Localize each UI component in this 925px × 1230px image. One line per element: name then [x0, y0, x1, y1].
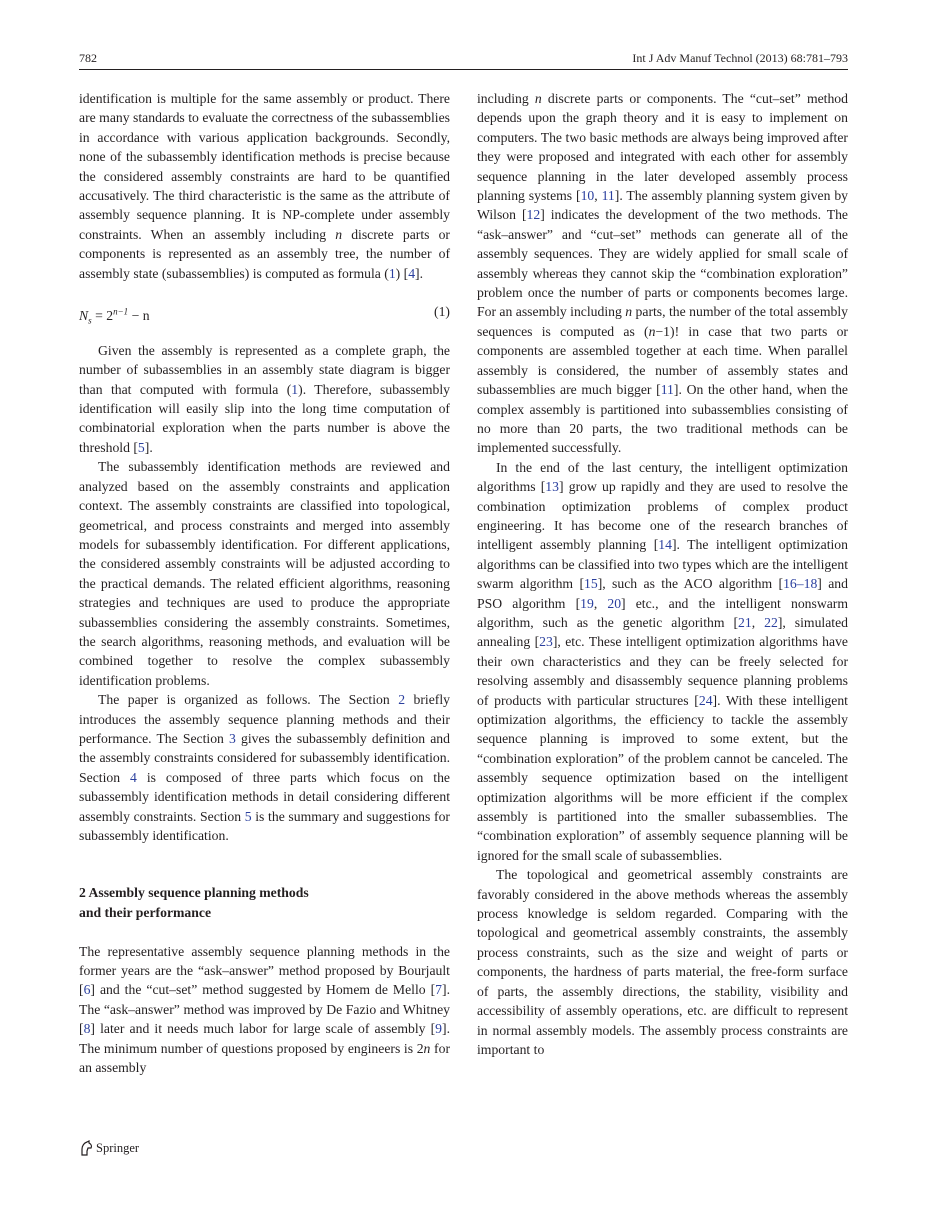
paragraph: In the end of the last century, the intelligent optimization algorithms [13] grow up rapidly and they are used to resolve the combination optimization problems of complex product engineering. It has become one of the research branches of intelligent assembly planning [14]. The intelligent optimization algorithms can be classified into two types which are the intelligent swarm algorithm [15], such as the ACO algorithm [16–18] and PSO algorithm [19, 20] etc., and the intelligent nonswarm algorithm, such as the genetic algorithm [21, 22], simulated annealing [23], etc. These intelligent optimization algorithms have their own characteristics and they can be freely selected for resolving assembly and disassembly sequence planning problems of products with particular structures [24]. With these intelligent optimization algorithms, the efficiency to tackle the assembly sequence planning is improved to some extent, but the “combination exploration” of the problem cannot be canceled. The assembly sequence optimization based on the intelligent optimization algorithms will be more efficient if the complex assembly is partitioned into the smaller subassemblies. The “combination exploration” of assembly sequence planning will be ignored for the small scale of subassemblies.	[477, 459, 849, 863]
paragraph: including n discrete parts or components. The “cut–set” method depends upon the graph theory and it is easy to implement on computers. The two basic methods are always being improved after they were proposed and integrated with each other for assembly sequence planning in the later developed assembly process planning systems [10, 11]. The assembly planning system given by Wilson [12] indicates the development of the two methods. The “ask–answer” and “cut–set” methods can generate all of the assembly sequences. They are widely applied for small scale of assembly whereas they cannot skip the “combination exploration” problem once the number of parts or components becomes large. For an assembly including n parts, the number of the total assembly sequences is computed as (n−1)! in case that two parts or components are assembled together at each time. When parallel assembly is considered, the number of assembly states and subassemblies are much bigger [11]. On the other hand, when the complex assembly is partitioned into subassemblies consisting of no more than 20 parts, the two traditional methods can be implemented successfully.	[477, 91, 849, 456]
right-column	[477, 89, 848, 1059]
publisher-name: Springer	[96, 1140, 140, 1155]
section-link[interactable]: 3	[229, 730, 236, 746]
paragraph: The topological and geometrical assembly constraints are favorably considered in the above methods whereas the assembly process knowledge is seldom regarded. Comparing with the topological and geometrical assembly constraints, the assembly process constraints, such as the size and weight of parts or components, the hardness of parts material, the free-form surface of parts, the assembly directions, the stability, visibility and accessibility of assembly operations, etc. are difficult to represent in normal assembly models. The assembly process constraints are important to	[477, 867, 848, 1057]
citation-link[interactable]: 23	[539, 634, 553, 650]
section-link[interactable]: 5	[244, 808, 252, 824]
journal-citation: Int J Adv Manuf Technol (2013) 68:781–793	[632, 51, 848, 65]
paragraph: The subassembly identification methods are reviewed and analyzed based on the assembly constraints and application context. The assembly constraints are classified into topological, geometrical, and process constraints and merged into assembly models for subassembly identification. For different applications, the considered assembly constraints will be adjusted according to the practical demands. The related efficient algorithms, reasoning strategies and techniques are used to produce the appropriate subassemblies considering the assembly constraints. Sometimes, the search algorithms, reasoning methods, and evaluation will be combined together to resolve the complex subassembly identification problems.	[79, 459, 450, 688]
citation-link[interactable]: 12	[526, 207, 541, 223]
paragraph: identification is multiple for the same assembly or product. There are many standards to evaluate the correctness of the subassemblies in accordance with various application backgrounds. Secondly, none of the subassembly identification methods is precise because the considered assembly constraints are hard to be quantified accusatively. The third characteristic is the same as the attribute of assembly sequence planning. It is NP-complete under assembly constraints. When an assembly including n discrete parts or components is represented as an assembly tree, the number of assembly state (subassemblies) is computed as formula (1) [4].	[79, 91, 450, 281]
citation-link[interactable]: 22	[764, 614, 778, 630]
publisher-footer	[79, 1140, 139, 1156]
citation-link[interactable]: 8	[83, 1021, 91, 1037]
citation-link[interactable]: 5	[137, 439, 145, 455]
citation-link[interactable]: 11	[601, 188, 615, 204]
citation-link[interactable]: 13	[545, 479, 559, 495]
page-number: 782	[79, 51, 97, 65]
equation-1: $N_s = 2^{n-1} - n$ (1)	[79, 304, 450, 326]
citation-link[interactable]: 7	[435, 982, 443, 998]
equation-number: (1)	[434, 304, 450, 320]
citation-link[interactable]: 10	[580, 188, 595, 204]
equation-link[interactable]: 1	[388, 265, 396, 281]
citation-link[interactable]: 15	[584, 576, 598, 592]
springer-horse-icon	[79, 1140, 93, 1156]
citation-link[interactable]: 24	[698, 692, 713, 708]
equation-link[interactable]: 1	[291, 381, 299, 397]
citation-link[interactable]: 11	[660, 382, 674, 398]
header-rule	[79, 69, 848, 70]
section-link[interactable]: 4	[130, 769, 137, 785]
running-header	[79, 49, 848, 67]
left-column	[79, 89, 450, 1077]
paragraph: The paper is organized as follows. The Section 2 briefly introduces the assembly sequence planning methods and their performance. The Section 3 gives the subassembly definition and the assembly constraints considered for subassembly identification. Section 4 is composed of three parts which focus on the subassembly identification methods in detail considering different assembly constraints. Section 5 is the summary and suggestions for subassembly identification.	[79, 692, 450, 843]
citation-link[interactable]: 19	[580, 595, 594, 611]
citation-link[interactable]: 9	[435, 1021, 443, 1037]
citation-link[interactable]: 16–18	[783, 576, 818, 592]
citation-link[interactable]: 6	[83, 982, 91, 998]
citation-link[interactable]: 21	[738, 614, 752, 630]
paragraph: The representative assembly sequence planning methods in the former years are the “ask–answer” method proposed by Bourjault [6] and the “cut–set” method suggested by Homem de Mello [7]. The “ask–answer” method was improved by De Fazio and Whitney [8] later and it needs much labor for large scale of assembly [9]. The minimum number of questions proposed by engineers is 2n for an assembly	[79, 943, 450, 1076]
citation-link[interactable]: 14	[658, 537, 672, 553]
section-link[interactable]: 2	[398, 692, 406, 708]
citation-link[interactable]: 4	[408, 265, 416, 281]
citation-link[interactable]: 20	[607, 595, 622, 611]
paragraph: Given the assembly is represented as a complete graph, the number of subassemblies in an assembly state diagram is bigger than that computed with formula (1). Therefore, subassembly identification will easily slip into the long time computation of combinatorial exploration when the parts number is above the threshold [5].	[79, 342, 450, 455]
section-heading: 2 Assembly sequence planning methods and their performance	[79, 885, 309, 920]
